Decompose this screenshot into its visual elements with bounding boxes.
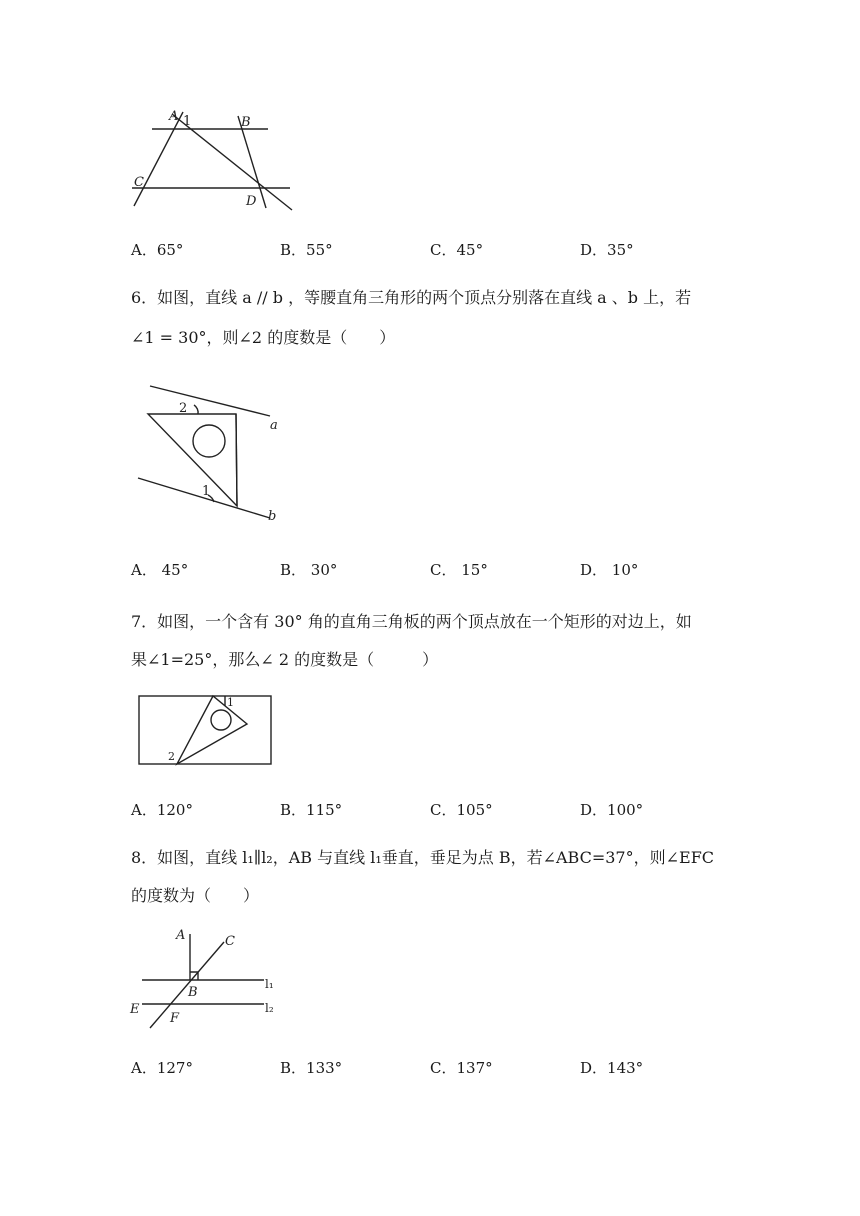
q6-option-b[interactable]: B． 30°	[280, 561, 338, 579]
q6-label-1: 1	[202, 484, 211, 499]
q6-option-c[interactable]: C． 15°	[430, 561, 488, 579]
q8-label-c: C	[225, 934, 235, 949]
q6-stem-line-2: ∠1 = 30°，则∠2 的度数是（ ）	[131, 328, 396, 347]
q8-option-c[interactable]: C．137°	[430, 1059, 493, 1077]
q8-label-l1: l₁	[265, 977, 274, 991]
q8-figure	[128, 922, 288, 1037]
q7-triangle-hole	[211, 710, 231, 730]
q7-triangle	[177, 696, 247, 764]
q5-figure	[120, 100, 310, 220]
q5-line-ac	[134, 112, 183, 206]
q6-line-a	[150, 386, 270, 416]
q8-option-a[interactable]: A．127°	[131, 1059, 193, 1077]
q6-figure	[130, 378, 300, 528]
q8-stem-line-1: 8．如图，直线 l₁∥l₂，AB 与直线 l₁垂直，垂足为点 B，若∠ABC=37°，则∠EFC	[131, 848, 715, 867]
q5-label-b: B	[241, 115, 251, 130]
q7-label-1: 1	[227, 696, 234, 709]
q8-label-a: A	[176, 928, 186, 943]
q5-label-c: C	[134, 175, 144, 190]
q5-option-a[interactable]: A．65°	[131, 241, 184, 259]
q7-option-d[interactable]: D．100°	[580, 801, 644, 819]
q8-option-d[interactable]: D．143°	[580, 1059, 644, 1077]
q6-option-a[interactable]: A． 45°	[131, 561, 189, 579]
q7-label-2: 2	[168, 750, 175, 763]
q8-option-b[interactable]: B．133°	[280, 1059, 343, 1077]
q8-label-e: E	[130, 1002, 140, 1017]
q6-stem-line-1: 6．如图，直线 a // b ，等腰直角三角形的两个顶点分别落在直线 a 、b 上，若	[131, 288, 692, 307]
q7-option-c[interactable]: C．105°	[430, 801, 493, 819]
q6-label-a: a	[270, 418, 278, 433]
q6-label-b: b	[268, 509, 277, 524]
q8-label-b: B	[188, 985, 198, 1000]
q5-option-c[interactable]: C．45°	[430, 241, 484, 259]
q7-stem-line-1: 7．如图，一个含有 30° 角的直角三角板的两个顶点放在一个矩形的对边上，如	[131, 612, 692, 631]
q8-label-f: F	[170, 1011, 180, 1026]
q7-stem-line-2: 果∠1=25°，那么∠ 2 的度数是（ ）	[131, 650, 439, 669]
q5-label-d: D	[246, 194, 257, 209]
q7-rectangle	[139, 696, 271, 764]
q7-option-a[interactable]: A．120°	[131, 801, 193, 819]
q6-triangle	[148, 414, 237, 506]
q7-figure	[135, 690, 280, 775]
q5-label-a: A	[169, 109, 179, 124]
q5-label-1: 1	[183, 114, 192, 129]
q6-option-d[interactable]: D． 10°	[580, 561, 639, 579]
q7-option-b[interactable]: B．115°	[280, 801, 343, 819]
q6-triangle-hole	[193, 425, 225, 457]
q6-label-2: 2	[179, 401, 188, 416]
q8-label-l2: l₂	[265, 1001, 274, 1015]
q5-option-d[interactable]: D．35°	[580, 241, 634, 259]
q8-stem-line-2: 的度数为（ ）	[131, 886, 260, 905]
q5-option-b[interactable]: B．55°	[280, 241, 333, 259]
q6-angle-2-arc	[194, 405, 198, 414]
q8-line-cf	[150, 942, 224, 1028]
q6-triangle-leg	[236, 414, 237, 506]
